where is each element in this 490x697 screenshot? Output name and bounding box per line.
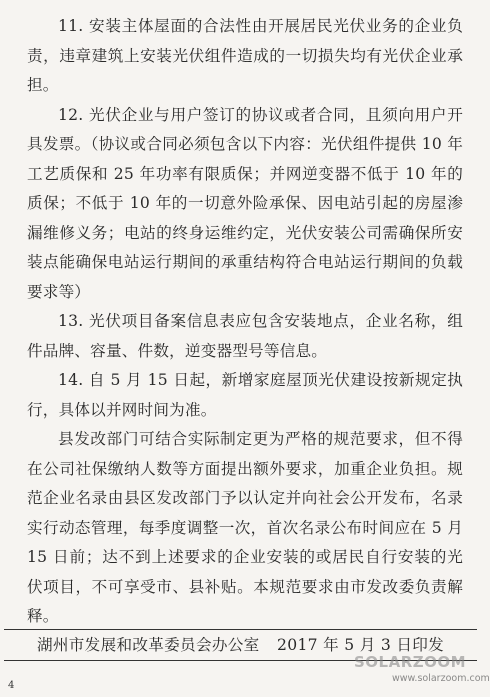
footer-issue-date: 2017 年 5 月 3 日印发: [277, 636, 445, 654]
paragraph-item-14: 14. 自 5 月 15 日起，新增家庭屋顶光伏建设按新规定执行，具体以并网时间为准。: [27, 371, 463, 419]
paragraph-item-13: 13. 光伏项目备案信息表应包含安装地点，企业名称，组件品牌、容量、件数，逆变器型号等信息。: [27, 312, 463, 360]
paragraph-closing: 县发改部门可结合实际制定更为严格的规范要求，但不得在公司社保缴纳人数等方面提出额外要求，加重企业负担。规范企业名录由县区发改部门予以认定并向社会公开发布，名录实行动态管理，每季度调整一次，首次名录公布时间应在 5 月 15 日前；达不到上述要求的企业安装的或居民自行安装的光伏项目，不可享受市、县补贴。本规范要求由市发改委负责解释。: [27, 430, 463, 625]
page-number: 4: [8, 680, 15, 691]
footer-issuing-office: 湖州市发展和改革委员会办公室: [37, 636, 260, 654]
watermark-logo: SOLARZOOM: [354, 653, 467, 671]
document-body: [27, 12, 463, 632]
watermark-url: www.solarzoom.com: [392, 673, 490, 684]
footer-divider-top: [4, 629, 477, 630]
paragraph-item-12: 12. 光伏企业与用户签订的协议或者合同，且须向用户开具发票。（协议或合同必须包含以下内容：光伏组件提供 10 年工艺质保和 25 年功率有限质保；并网逆变器不低于 10 年的质保；不低于 10 年的一切意外险承保、因电站引起的房屋渗漏维修义务；电站的终身运维约定，光伏安装公司需确保所安装点能确保电站运行期间的承重结构符合电站运行期间的负载要求等）: [27, 105, 463, 301]
paragraph-item-11: 11. 安装主体屋面的合法性由开展居民光伏业务的企业负责，违章建筑上安装光伏组件造成的一切损失均有光伏企业承担。: [27, 17, 463, 94]
